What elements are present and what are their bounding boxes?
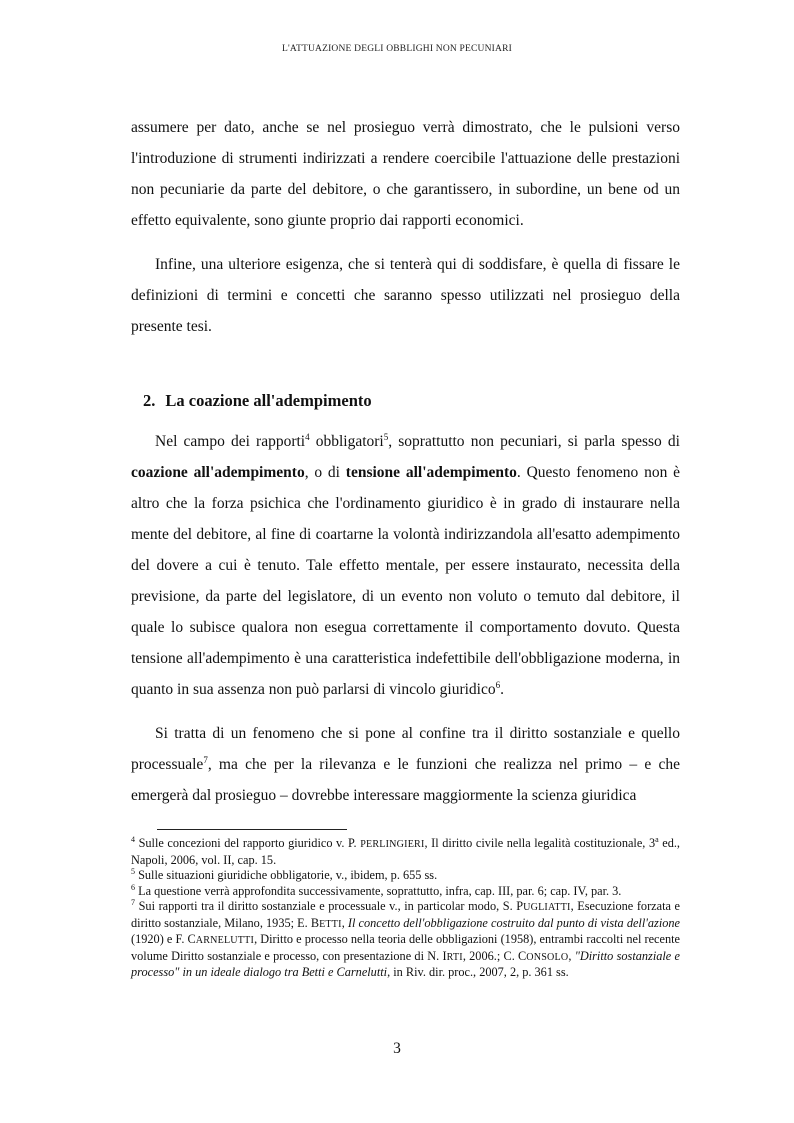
- p3-text-c: , soprattutto non pecuniari, si parla spesso di: [388, 433, 680, 450]
- footnotes: [131, 836, 680, 981]
- footnote-7: [131, 899, 680, 981]
- fn7-author-carnelutti: ARNELUTTI: [195, 935, 255, 946]
- section-number: 2.: [143, 391, 156, 410]
- footnote-mark-5: 5: [131, 867, 135, 876]
- fn7-author-consolo: ONSOLO: [526, 951, 569, 963]
- running-head: L'ATTUAZIONE DEGLI OBBLIGHI NON PECUNIARI: [282, 44, 512, 54]
- term-coazione: coazione all'adempimento: [131, 464, 305, 481]
- fn7-text-f: , 2006.; C. C: [462, 948, 527, 963]
- fn4-text-c: ed., Napoli, 2006, vol. II, cap. 15.: [131, 836, 680, 867]
- term-tensione: tensione all'adempimento: [345, 464, 517, 481]
- fn7-text-h: , in Riv. dir. proc., 2007, 2, p. 361 ss.: [387, 965, 569, 979]
- footnote-ref-6: 6: [495, 680, 501, 690]
- fn4-text-a: Sulle concezioni del rapporto giuridico v. P.: [135, 836, 361, 850]
- p3-text-d: , o di: [304, 464, 346, 481]
- body-text: [131, 112, 680, 811]
- p4-text-a: Si tratta di un fenomeno che si pone al confine tra il diritto sostanziale e quello processuale: [131, 725, 680, 773]
- fn7-text-d: (1920) e F. C: [131, 932, 196, 946]
- fn7-title-betti: Il concetto dell'obbligazione costruito dal punto di vista dell'azione: [347, 915, 680, 930]
- footnote-mark-7: 7: [131, 898, 135, 907]
- footnote-mark-6: 6: [131, 882, 135, 892]
- fn4-text-b: , Il diritto civile nella legalità costituzionale, 3: [424, 836, 656, 850]
- fn7-text-c: ,: [341, 915, 348, 930]
- fn7-text-g: ,: [568, 948, 575, 963]
- footnote-ref-4: 4: [305, 432, 310, 442]
- fn7-text-e: , Diritto e processo nella teoria delle obbligazioni (1958), entrambi raccolti nel recente volume Diritto sostanziale e processo, con presentazione di N. I: [131, 932, 680, 963]
- footnote-separator: [157, 829, 347, 830]
- footnote-4: [131, 836, 680, 868]
- section-title: La coazione all'adempimento: [165, 391, 372, 410]
- paragraph-1: assumere per dato, anche se nel prosieguo verrà dimostrato, che le pulsioni verso l'introduzione di strumenti indirizzati a rendere coercibile l'attuazione delle prestazioni non pecuniarie da parte del debitore, o che garantissero, in subordine, un bene od un effetto equivalente, sono giunte proprio dai rapporti economici.: [131, 119, 680, 229]
- fn4-edition-sup: a: [655, 835, 659, 844]
- footnote-mark-4: 4: [131, 835, 135, 844]
- p3-text-e: . Questo fenomeno non è altro che la forza psichica che l'ordinamento giuridico è in grado di instaurare nella mente del debitore, al fine di coartarne la volontà indirizzandola all'esatto adempimento del dovere a cui è tenuto. Tale effetto mentale, per essere instaurato, necessita della previsione, da parte del legislatore, di un evento non voluto o temuto dal debitore, il quale lo subisce qualora non esegua correttamente il comportamento dovuto. Questa tensione all'adempimento è una caratteristica indefettibile dell'obbligazione moderna, in quanto in sua assenza non può parlarsi di vincolo giuridico: [131, 464, 680, 698]
- fn7-text-a: Sui rapporti tra il diritto sostanziale e processuale v., in particolar modo, S. P: [135, 899, 524, 913]
- fn7-text-b: , Esecuzione forzata e diritto sostanziale, Milano, 1935; E. B: [131, 899, 681, 930]
- paragraph-4: [131, 718, 680, 811]
- footnote-ref-7: 7: [203, 755, 208, 765]
- paragraph-3: [131, 426, 680, 705]
- fn6-text: La questione verrà approfondita successivamente, soprattutto, infra, cap. III, par. 6; cap. IV, par. 3.: [135, 883, 622, 898]
- paragraph-2: Infine, una ulteriore esigenza, che si tenterà qui di soddisfare, è quella di fissare le definizioni di termini e concetti che saranno spesso utilizzati nel prosieguo della presente tesi.: [131, 256, 680, 335]
- p3-text-f: .: [500, 681, 504, 698]
- p3-text-a: Nel campo dei rapporti: [155, 433, 306, 450]
- p4-text-b: , ma che per la rilevanza e le funzioni che realizza nel primo – e che emergerà dal prosieguo – dovrebbe interessare maggiormente la scienza giuridica: [131, 756, 680, 804]
- fn5-text: Sulle situazioni giuridiche obbligatorie, v., ibidem, p. 655 ss.: [135, 868, 438, 882]
- footnote-5: [131, 868, 680, 884]
- fn7-title-consolo: "Diritto sostanziale e processo" in un ideale dialogo tra Betti e Carnelutti: [131, 948, 680, 979]
- section-heading: [143, 388, 680, 414]
- page-number: 3: [393, 1040, 401, 1057]
- footnote-ref-5: 5: [383, 432, 389, 442]
- footnote-6: [131, 884, 680, 900]
- fn7-author-betti: ETTI: [319, 918, 342, 930]
- fn7-author-pugliatti: UGLIATTI: [523, 902, 571, 913]
- fn4-author: PERLINGIERI: [360, 839, 425, 850]
- fn7-author-irti: RTI: [446, 951, 463, 963]
- p3-text-b: obbligatori: [309, 433, 384, 450]
